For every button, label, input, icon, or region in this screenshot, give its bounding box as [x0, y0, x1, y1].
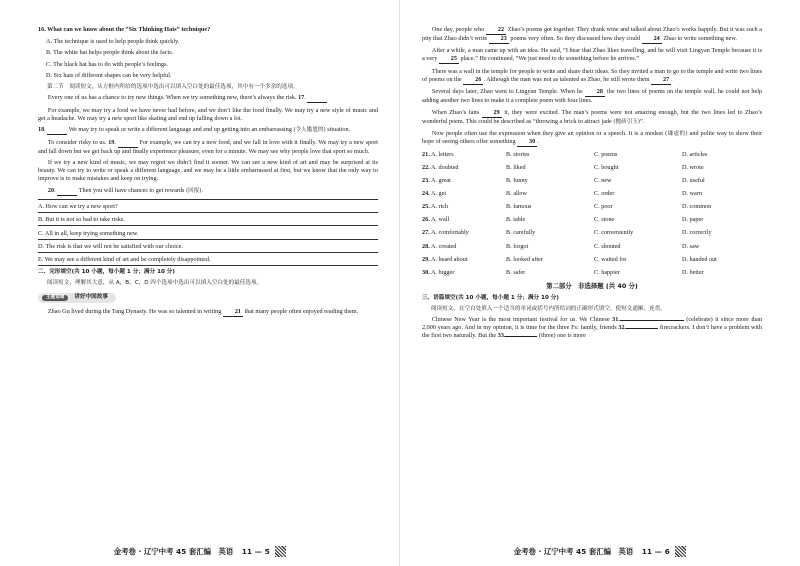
left-footer-title: 金考卷 · 辽宁中考 45 套汇编 英语	[113, 546, 234, 556]
choice-27-b[interactable]: B. carefully	[506, 229, 536, 237]
choice-text: A. heard about	[430, 255, 468, 263]
choice-22-b[interactable]: B. liked	[506, 163, 526, 171]
p3-a: There was a wall in the temple for people to write and share their ideas. So they invited a man to go to the temple and write two lines of poems on the	[422, 67, 762, 83]
box-option-b[interactable]: B. But it is not so bad to take risks.	[38, 216, 378, 226]
p4-b: the two lines of poems on the temple wall, he could not help adding another two lines to make it a complete poem with four lines.	[422, 88, 763, 105]
blank-22[interactable]: 22	[486, 26, 506, 35]
choice-21-a[interactable]	[422, 151, 506, 159]
choice-text: A. created	[430, 242, 457, 250]
choice-26-d[interactable]: D. paper	[682, 216, 704, 224]
blank-18[interactable]	[47, 126, 67, 135]
choice-text: A. wall	[430, 216, 450, 224]
theme-badge: 主题语境	[42, 295, 68, 301]
choice-28-b[interactable]: B. forgot	[506, 242, 529, 250]
right-footer-title: 金考卷 · 辽宁中考 45 套汇编 英语	[513, 546, 634, 556]
para3-gloss: (令人尴尬的)	[293, 127, 326, 134]
grammar-fill-paragraph	[422, 316, 762, 340]
p5-gloss: (抛砖引玉)	[613, 118, 641, 125]
p5-b: it, they were excited. The man’s poems were not amazing enough, but the two lines led to Zhao’s wonderful poem. This could be described as “throwing a brick to attract jade	[422, 108, 763, 125]
choice-text: A. bigger	[430, 268, 455, 276]
question-16-option-b[interactable]: B. The white hat helps people think about the facts.	[46, 49, 174, 57]
blank-20[interactable]	[57, 187, 77, 196]
choice-27-c[interactable]: C. conveniently	[594, 229, 634, 237]
blank-24[interactable]: 24	[642, 35, 662, 44]
p6-c: .	[537, 137, 539, 145]
question-16-option-d[interactable]: D. Six hats of different shapes can be very helpful.	[46, 72, 172, 80]
cloze-end: that many people often enjoyed reading them.	[244, 307, 359, 315]
choice-number: 23.	[422, 176, 430, 184]
blank-25[interactable]: 25	[439, 55, 459, 64]
blank-29[interactable]: 29	[482, 109, 502, 118]
choice-24-a[interactable]	[422, 190, 506, 198]
box-option-d[interactable]: D. The risk is that we will not be satisfied with our choice.	[38, 243, 378, 253]
choice-23-a[interactable]	[422, 177, 506, 185]
choice-30-a[interactable]	[422, 269, 506, 277]
box-option-c[interactable]: C. All in all, keep trying something new.	[38, 230, 378, 240]
choice-24-d[interactable]: D. warn	[682, 190, 702, 198]
right-footer	[400, 546, 800, 558]
question-16-option-a[interactable]: A. The technique is used to help people think quickly.	[46, 37, 180, 45]
p2-a: After a while, a man came up with an idea. He said, “I hear that Zhao likes travelling, and he will visit Lingyan Temple because it is a very	[422, 47, 762, 63]
choice-number: 30.	[422, 268, 430, 276]
choice-25-d[interactable]: D. common	[682, 203, 712, 211]
blank-20-number: 20	[47, 186, 55, 194]
box-option-e[interactable]: E. We may see a different kind of art and be completely disappointed.	[38, 256, 378, 266]
part-2-instruction: 阅读短文，理解其大意，从 A，B，C，D 四个选项中选出可以填入空白处的最佳选项。	[46, 279, 263, 286]
choice-number: 27.	[422, 229, 430, 237]
para6-text: Then you will have chances to get rewards	[78, 186, 185, 194]
p6-a: Now people often use the expression when they give an opinion or a speech. It is a modest	[431, 129, 663, 137]
right-page	[400, 0, 800, 566]
choice-24-b[interactable]: B. allow	[506, 190, 527, 198]
p1-c: poems very often. So they discussed how they could	[510, 34, 641, 42]
blank-30[interactable]: 30	[517, 138, 537, 147]
blank-19[interactable]	[118, 139, 138, 148]
passage-paragraph-2: For example, we may try a food we have never had before, and we don’t like the food finally. We may try a new style of music and get a headache. We may try a new sport like skating and end up falling down a lot.	[38, 106, 378, 122]
blank-19-number: 19	[108, 138, 115, 146]
part-2-title: 二、完形填空(共 10 小题，每小题 1 分；满分 10 分)	[38, 268, 175, 275]
p1-d: Zhao to write something new.	[663, 34, 737, 42]
blank-17-number: 17	[298, 94, 305, 102]
para4-start: To consider risky to us.	[47, 138, 107, 146]
options-box	[38, 199, 378, 265]
p4-a: Several days later, Zhao went to Lingyan Temple. When he	[431, 88, 583, 96]
right-footer-page: 11 — 6	[641, 546, 670, 556]
passage-paragraph-3: 18. We may try to speak or write a different language and end up getting into an embarrassing (令人尴尬的) situation.	[38, 126, 351, 134]
choice-text: A. letters	[430, 150, 454, 158]
question-16-stem: 16. What can we know about the “Six Thinking Hats” technique?	[38, 26, 211, 33]
choice-21-b[interactable]: B. stories	[506, 150, 530, 158]
choice-21-d[interactable]: D. articles	[682, 150, 708, 158]
blank-31[interactable]	[620, 320, 684, 321]
para1-text: Every one of us has a chance to try new things. When we try something new, there’s always the risk.	[47, 94, 297, 102]
f1-d: (three) one is more	[539, 332, 586, 340]
blank-33-number: 33.	[497, 332, 506, 340]
f1-a: Chinese New Year is the most important festival for us. We Chinese	[431, 316, 610, 324]
p3-b: . Although the man was not as talented as Zhao, he still wrote them	[483, 75, 650, 83]
choice-number: 24.	[422, 190, 430, 198]
para4-text: For example, we can try a new food, and we fall in love with it finally. We may try a new sport and fall down but we get back up and finally experience pleasure, even for a minute. We may see why people love that sport so much.	[38, 138, 379, 155]
passage-paragraph-4: To consider risky to us. 19. For example, we can try a new food, and we fall in love with it finally. We may try a new sport and fall down but we get back up and finally experience pleasure, even for a minute. We may see why people love that sport so much.	[38, 138, 379, 155]
choice-27-d[interactable]: D. correctly	[682, 229, 712, 237]
story-paragraph-3	[422, 68, 762, 85]
question-16-option-c[interactable]: C. The black hat has to do with people’s feelings.	[46, 60, 169, 68]
choice-30-b[interactable]: B. safer	[506, 268, 526, 276]
left-footer	[0, 546, 400, 558]
blank-21[interactable]: 21	[223, 308, 243, 317]
blank-32[interactable]	[626, 328, 658, 329]
theme-banner-text: 讲好中国故事	[74, 294, 108, 301]
choice-text: A. get	[430, 190, 447, 198]
qr-code-icon	[675, 546, 686, 557]
choice-number: 21.	[422, 150, 430, 158]
theme-banner	[38, 293, 116, 302]
p1-a: One day, people who	[431, 26, 485, 33]
left-footer-page: 11 — 5	[241, 546, 270, 556]
p3-c: .	[671, 75, 673, 83]
p5-a: When Zhao’s fans	[431, 108, 479, 116]
p6-b: and polite way to show their hope of seeing others offer something	[422, 129, 763, 145]
choice-21-c[interactable]: C. poems	[594, 150, 618, 158]
choice-text: A. comfortably	[430, 229, 469, 237]
choice-27-a[interactable]	[422, 229, 506, 237]
right-body	[422, 26, 762, 344]
section-2-instruction: 第二节 阅读短文，从方框内所给的选项中选出可以填入空白处的最佳选项，其中有一个多余的选项。	[46, 83, 299, 90]
f1-b: (celebrate) it since more than 2,000 years ago. And in my opinion, it is time for the three Fs: family, friends	[422, 316, 762, 332]
choice-text: A. doubted	[430, 163, 459, 171]
choice-29-b[interactable]: B. looked after	[506, 255, 543, 263]
choice-26-b[interactable]: B. table	[506, 216, 526, 224]
choice-23-d[interactable]: D. useful	[682, 176, 705, 184]
blank-31-number: 31.	[612, 316, 620, 324]
passage-paragraph-5: If we try a new kind of music, we may regret we didn’t find it sooner. We can see a new kind of art and may be surprised at its beauty. We can try to write or speak a different language, and we may be a little embarrassed at first, but we know that the only way to improve is to make mistakes and keep on trying.	[38, 159, 378, 183]
cloze-start: Zhao Gu lived during the Tang Dynasty. He was so talented in writing	[47, 307, 222, 315]
passage-paragraph-6: 20. Then you will have chances to get rewards (回报).	[47, 186, 204, 194]
choice-30-c[interactable]: C. happier	[594, 268, 620, 276]
blank-18-number: 18	[38, 126, 45, 134]
blank-32-number: 32.	[618, 324, 627, 332]
blank-17[interactable]	[307, 94, 327, 103]
part-b-title: 第二部分 非选择题 (共 40 分)	[546, 281, 638, 290]
choice-22-a[interactable]	[422, 164, 506, 172]
choice-text: A. great	[430, 176, 451, 184]
choice-number: 25.	[422, 203, 430, 211]
story-paragraph-2	[422, 47, 762, 64]
part-3-instruction: 阅读短文，在空白处填入一个适当的单词或括号内所给词的正确形式填空，使短文通顺、连贯。	[430, 305, 666, 312]
choice-number: 28.	[422, 242, 430, 250]
choice-22-c[interactable]: C. bought	[594, 163, 619, 171]
choice-23-b[interactable]: B. funny	[506, 176, 528, 184]
p6-gloss: (谦虚的)	[664, 130, 688, 137]
choice-28-a[interactable]	[422, 243, 506, 251]
p2-b: place.” He continued, “We just need to do something before he arrives.”	[460, 55, 640, 63]
story-paragraph-1	[422, 26, 762, 44]
part-3-title: 三、语篇填空(共 10 小题，每小题 1 分；满分 10 分)	[422, 294, 559, 301]
choice-30-d[interactable]: D. better	[682, 268, 704, 276]
choice-25-c[interactable]: C. poor	[594, 203, 613, 211]
f1-c: firecrackers. I don’t have a problem with the first two naturally. But the	[422, 324, 762, 340]
choice-28-c[interactable]: C. shouted	[594, 242, 621, 250]
blank-23[interactable]: 23	[489, 35, 509, 44]
story-paragraph-4	[422, 88, 762, 105]
blank-26[interactable]: 26	[463, 76, 483, 85]
choice-29-d[interactable]: D. handed out	[682, 255, 717, 263]
para3-text: We may try to speak or write a different language and end up getting into an embarrassing	[68, 126, 292, 134]
blank-33[interactable]	[505, 336, 537, 337]
left-body	[38, 26, 378, 320]
choice-number: 22.	[422, 163, 430, 171]
choice-23-c[interactable]: C. new	[594, 176, 612, 184]
choice-29-a[interactable]	[422, 256, 506, 264]
blank-27[interactable]: 27	[651, 76, 671, 85]
p1-b: Zhao’s poems got together. They drank wine and talked about Zhao’s works happily. But it was such a pity that Zhao didn’t write	[422, 26, 763, 42]
choice-22-d[interactable]: D. wrote	[682, 163, 704, 171]
choice-number: 29.	[422, 255, 430, 263]
choice-28-d[interactable]: D. saw	[682, 242, 700, 250]
para3-end: situation.	[327, 126, 351, 134]
choice-26-a[interactable]	[422, 216, 506, 224]
box-option-a[interactable]: A. How can we try a new sport?	[38, 203, 378, 213]
qr-code-icon	[275, 546, 286, 557]
choice-29-c[interactable]: C. waited for	[594, 255, 627, 263]
cloze-opening	[38, 308, 378, 317]
choice-25-b[interactable]: B. famous	[506, 203, 532, 211]
p5-c: ”.	[640, 117, 645, 125]
choice-24-c[interactable]: C. order	[594, 190, 615, 198]
choice-text: A. rich	[430, 203, 449, 211]
story-paragraph-5	[422, 109, 762, 126]
passage-paragraph-1: Every one of us has a chance to try new things. When we try something new, there’s always the risk. 17.	[38, 94, 378, 103]
choice-number: 26.	[422, 216, 430, 224]
blank-28[interactable]: 28	[585, 88, 605, 97]
choice-26-c[interactable]: C. stone	[594, 216, 615, 224]
choices-grid	[422, 151, 762, 277]
choice-25-a[interactable]	[422, 203, 506, 211]
story-paragraph-6	[422, 130, 762, 147]
para6-gloss: (回报).	[185, 187, 204, 194]
